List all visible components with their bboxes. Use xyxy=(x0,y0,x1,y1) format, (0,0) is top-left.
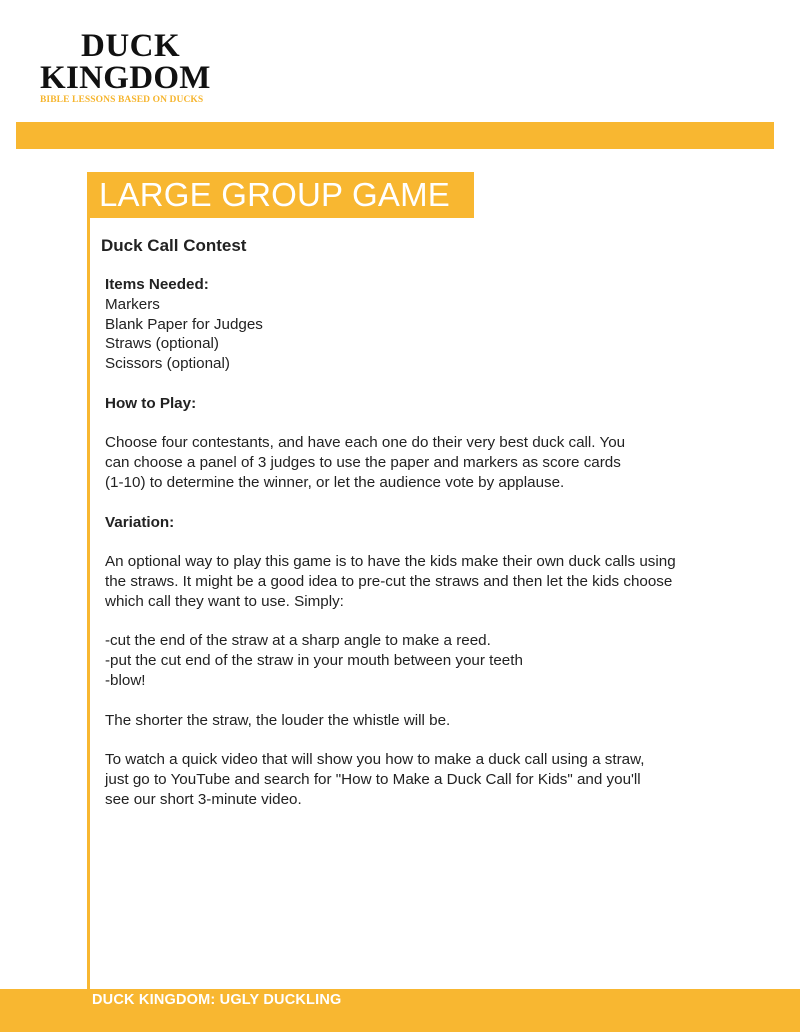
variation-line: the straws. It might be a good idea to pre-cut the straws and then let the kids choose xyxy=(105,572,673,590)
spacer xyxy=(105,374,725,394)
item-line: Scissors (optional) xyxy=(105,355,230,373)
item-line: Markers xyxy=(105,295,160,313)
variation-heading: Variation: xyxy=(105,513,175,531)
content-side-rule xyxy=(87,172,90,990)
video-line: just go to YouTube and search for "How to Make a Duck Call for Kids" and you'll xyxy=(105,770,641,788)
logo-line-kingdom: KINGDOM xyxy=(40,60,211,96)
spacer xyxy=(105,691,725,711)
spacer xyxy=(105,493,725,513)
section-title: LARGE GROUP GAME xyxy=(99,176,451,213)
spacer xyxy=(105,612,725,632)
logo-line-duck: DUCK xyxy=(81,28,181,64)
items-heading: Items Needed: xyxy=(105,276,209,293)
step-line: -put the cut end of the straw in your mouth between your teeth xyxy=(105,652,523,670)
spacer xyxy=(105,730,725,750)
how-to-play-line: (1-10) to determine the winner, or let the audience vote by applause. xyxy=(105,473,565,491)
how-to-play-heading: How to Play: xyxy=(105,394,197,412)
game-title: Duck Call Contest xyxy=(101,236,247,255)
how-to-play-line: Choose four contestants, and have each one do their very best duck call. You xyxy=(105,434,626,452)
step-line: -blow! xyxy=(105,671,146,689)
spacer xyxy=(105,414,725,434)
variation-line: An optional way to play this game is to have the kids make their own duck calls using xyxy=(105,553,676,571)
item-line: Blank Paper for Judges xyxy=(105,315,263,333)
spacer xyxy=(105,532,725,552)
video-line: To watch a quick video that will show you how to make a duck call using a straw, xyxy=(105,751,645,769)
game-instructions xyxy=(105,275,725,810)
video-line: see our short 3-minute video. xyxy=(105,790,302,808)
note-line: The shorter the straw, the louder the whistle will be. xyxy=(105,711,451,729)
item-line: Straws (optional) xyxy=(105,335,219,353)
step-line: -cut the end of the straw at a sharp angle to make a reed. xyxy=(105,632,491,650)
logo-tagline: BIBLE LESSONS BASED ON DUCKS xyxy=(40,95,204,105)
footer-text: DUCK KINGDOM: UGLY DUCKLING xyxy=(92,992,342,1008)
variation-line: which call they want to use. Simply: xyxy=(105,592,344,610)
header-accent-bar xyxy=(16,122,774,149)
logo xyxy=(40,30,240,105)
how-to-play-line: can choose a panel of 3 judges to use the paper and markers as score cards xyxy=(105,454,621,472)
